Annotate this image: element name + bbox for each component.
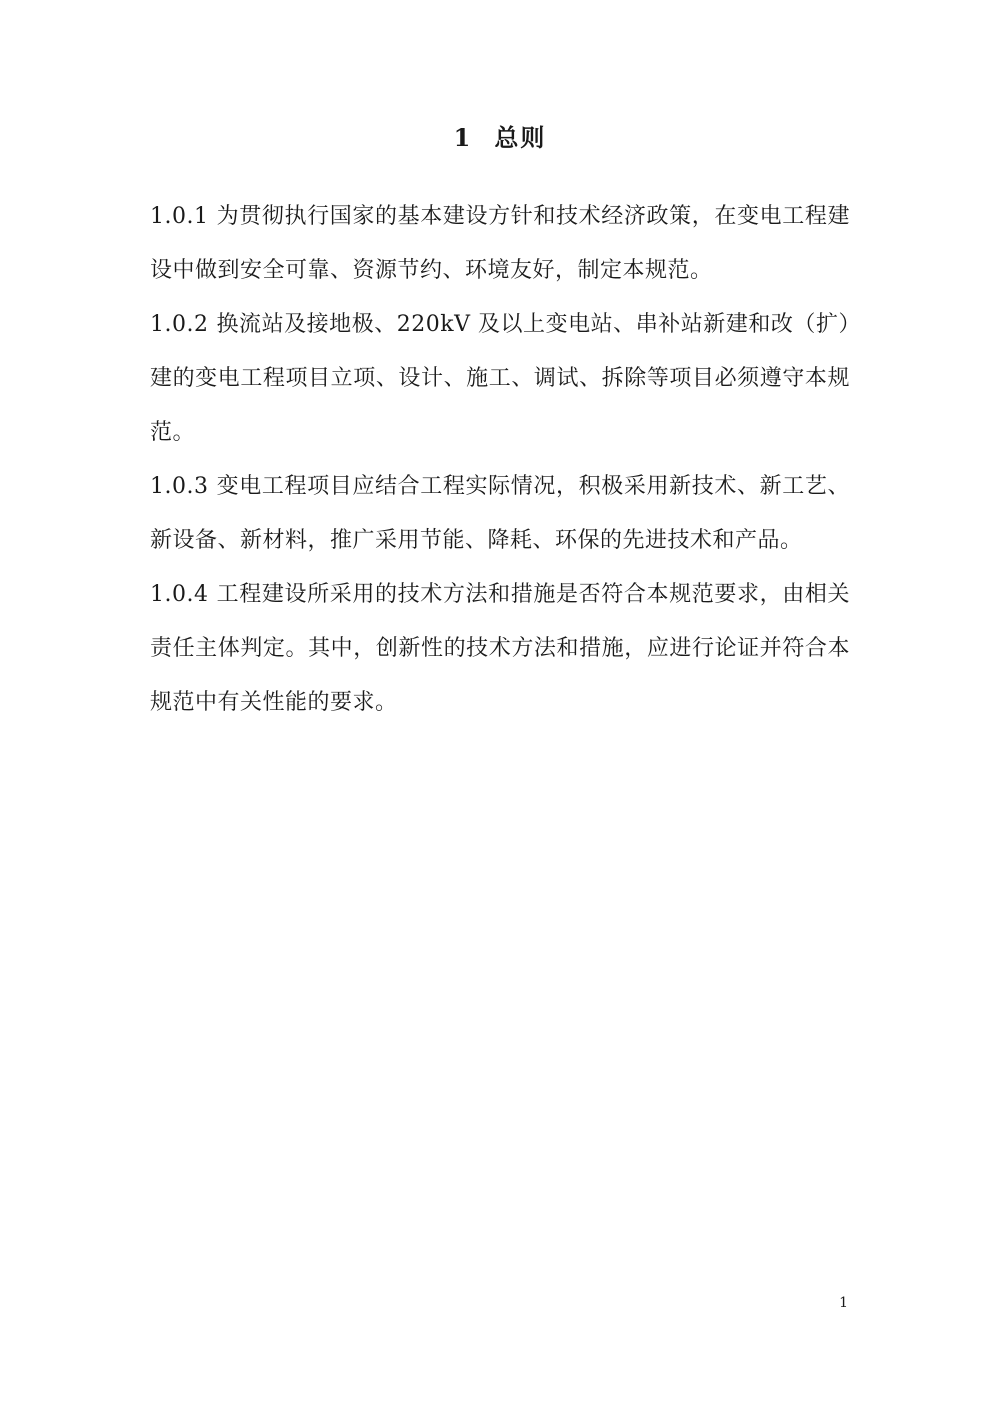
- clause-1-0-3: [150, 460, 850, 568]
- clause-1-0-1: [150, 190, 850, 298]
- chapter-title: [0, 118, 1000, 158]
- chapter-number: 1: [453, 123, 473, 152]
- clause-number: 1.0.1: [150, 204, 209, 229]
- page-number: 1: [839, 1295, 848, 1311]
- clause-number: 1.0.3: [150, 474, 209, 499]
- chapter-title-text: 总则: [494, 123, 547, 152]
- clause-text: 为贯彻执行国家的基本建设方针和技术经济政策，在变电工程建设中做到安全可靠、资源节约、环境友好，制定本规范。: [150, 204, 850, 283]
- clause-1-0-2: [150, 298, 850, 460]
- clause-list: [150, 190, 850, 730]
- clause-number: 1.0.2: [150, 312, 209, 337]
- clause-text: 工程建设所采用的技术方法和措施是否符合本规范要求，由相关责任主体判定。其中，创新性的技术方法和措施，应进行论证并符合本规范中有关性能的要求。: [150, 582, 850, 715]
- clause-1-0-4: [150, 568, 850, 730]
- clause-text: 换流站及接地极、220kV 及以上变电站、串补站新建和改（扩）建的变电工程项目立项、设计、施工、调试、拆除等项目必须遵守本规范。: [150, 312, 850, 445]
- clause-text: 变电工程项目应结合工程实际情况，积极采用新技术、新工艺、新设备、新材料，推广采用节能、降耗、环保的先进技术和产品。: [150, 474, 850, 553]
- clause-number: 1.0.4: [150, 582, 209, 607]
